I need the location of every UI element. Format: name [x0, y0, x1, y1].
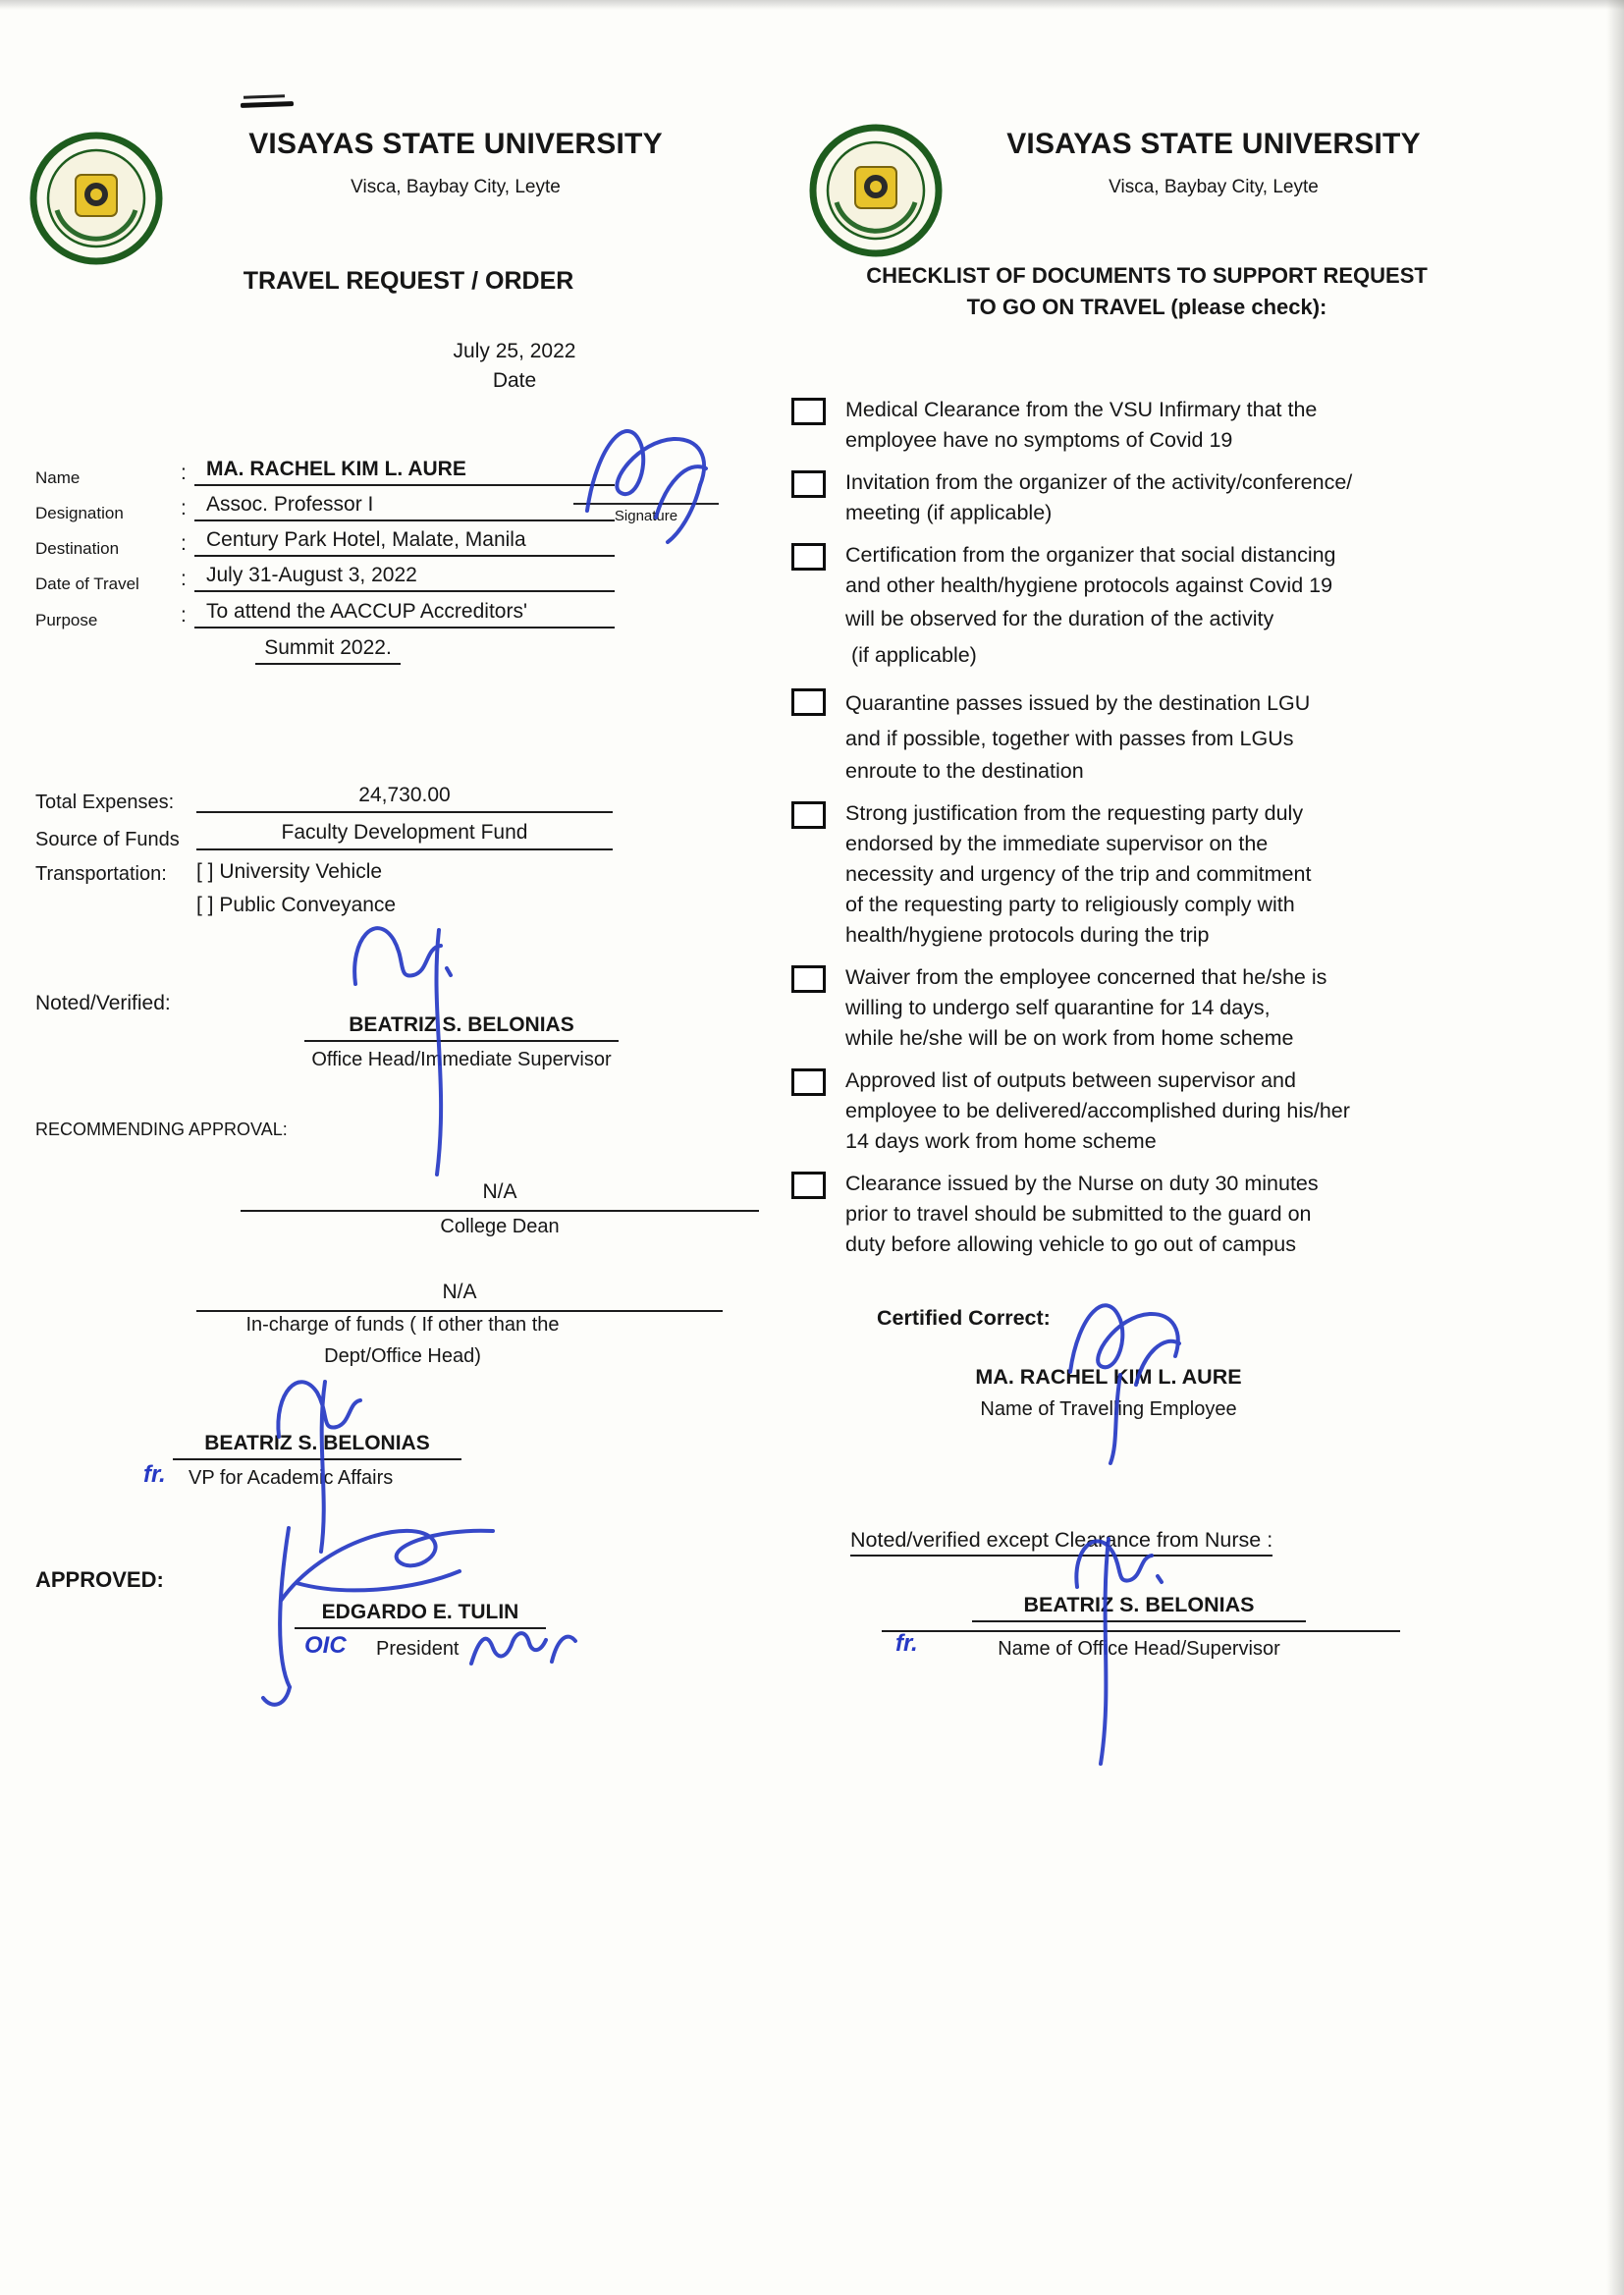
checklist-title-line2: TO GO ON TRAVEL (please check):: [966, 295, 1327, 319]
checklist-text: meeting (if applicable): [845, 501, 1053, 524]
handwritten-oic-note: OIC: [304, 1632, 347, 1659]
checklist-text: Waiver from the employee concerned that he/she is: [845, 965, 1327, 989]
checklist-item-quarantine-passes: [791, 685, 1508, 787]
checklist-text: 14 days work from home scheme: [845, 1129, 1157, 1153]
checklist-text: endorsed by the immediate supervisor on the: [845, 832, 1269, 855]
date-value: July 25, 2022: [453, 340, 576, 362]
form-title: TRAVEL REQUEST / ORDER: [243, 267, 574, 295]
checklist-text: Quarantine passes issued by the destination LGU: [845, 691, 1311, 715]
colon: :: [181, 532, 187, 555]
office-head-caption: Name of Office Head/Supervisor: [998, 1638, 1280, 1660]
checklist-text: employee have no symptoms of Covid 19: [845, 428, 1233, 452]
checklist-item-medical-clearance: [791, 395, 1508, 456]
checklist-text: employee to be delivered/accomplished during his/her: [845, 1099, 1350, 1122]
signature-employee-top: [587, 431, 706, 542]
scan-artifact-mark: [241, 101, 294, 108]
source-of-funds-label: Source of Funds: [35, 829, 180, 850]
checklist-text: duty before allowing vehicle to go out of campus: [845, 1232, 1296, 1256]
checkbox-unchecked-icon: [791, 801, 826, 829]
approved-label: APPROVED:: [35, 1567, 164, 1592]
certified-correct-label: Certified Correct:: [877, 1306, 1051, 1330]
checkbox-unchecked-icon: [791, 1068, 826, 1096]
checklist-text: Certification from the organizer that social distancing: [845, 543, 1336, 567]
field-label-purpose: Purpose: [35, 611, 98, 629]
university-name: VISAYAS STATE UNIVERSITY: [248, 128, 663, 160]
checklist-item-invitation: [791, 467, 1508, 528]
checklist-text: Approved list of outputs between supervisor and: [845, 1068, 1296, 1092]
vp-title: VP for Academic Affairs: [189, 1467, 394, 1489]
university-address: Visca, Baybay City, Leyte: [1109, 177, 1319, 197]
checklist-text: (if applicable): [845, 643, 977, 667]
vsu-seal-logo: [807, 122, 945, 259]
checkbox-unchecked-icon: [791, 688, 826, 716]
checklist-item-nurse-clearance: [791, 1169, 1508, 1260]
scan-edge-shadow-top: [0, 0, 1624, 10]
signature-caption: Signature: [614, 508, 678, 524]
checklist-text: enroute to the destination: [845, 759, 1084, 783]
field-value-destination: Century Park Hotel, Malate, Manila: [194, 528, 615, 557]
president-name: EDGARDO E. TULIN: [295, 1601, 546, 1629]
office-head-name: BEATRIZ S. BELONIAS: [972, 1593, 1306, 1622]
field-label-date-of-travel: Date of Travel: [35, 574, 139, 593]
travelling-employee-caption: Name of Travelling Employee: [980, 1398, 1237, 1420]
checklist-text: Clearance issued by the Nurse on duty 30 minutes: [845, 1172, 1319, 1195]
checklist-text: necessity and urgency of the trip and commitment: [845, 862, 1312, 886]
checkbox-unchecked-icon: [791, 965, 826, 993]
checklist: [791, 395, 1508, 1272]
noted-verified-except-label: Noted/verified except Clearance from Nurse :: [850, 1528, 1272, 1557]
field-label-designation: Designation: [35, 504, 124, 522]
checklist-text: Medical Clearance from the VSU Infirmary that the: [845, 398, 1318, 421]
source-of-funds-value: Faculty Development Fund: [196, 821, 613, 850]
field-value-purpose: To attend the AACCUP Accreditors': [194, 600, 615, 628]
scan-edge-shadow-right: [1606, 0, 1624, 2295]
transportation-label: Transportation:: [35, 863, 167, 885]
vsu-seal-logo: [27, 130, 165, 267]
travelling-employee-name: MA. RACHEL KIM L. AURE: [975, 1365, 1242, 1389]
checkbox-unchecked-icon: [791, 1172, 826, 1199]
checklist-item-strong-justification: [791, 798, 1508, 951]
noted-verified-title: Office Head/Immediate Supervisor: [311, 1049, 612, 1070]
checklist-text: while he/she will be on work from home scheme: [845, 1026, 1294, 1050]
field-value-designation: Assoc. Professor I: [194, 493, 615, 521]
scan-artifact-mark: [244, 94, 285, 98]
transportation-option-university-vehicle: [ ] University Vehicle: [196, 860, 383, 883]
date-label: Date: [492, 369, 537, 392]
checklist-text: willing to undergo self quarantine for 14 days,: [845, 996, 1271, 1019]
colon: :: [181, 568, 187, 590]
total-expenses-label: Total Expenses:: [35, 792, 175, 813]
field-value-purpose-line2: Summit 2022.: [255, 636, 401, 665]
checklist-item-certification: [791, 540, 1508, 674]
president-title: President: [376, 1638, 460, 1660]
noted-verified-name: BEATRIZ S. BELONIAS: [304, 1013, 619, 1042]
handwritten-fr-note: fr.: [143, 1461, 166, 1488]
checklist-text: Invitation from the organizer of the activity/conference/: [845, 470, 1353, 494]
checklist-text: health/hygiene protocols during the trip: [845, 923, 1210, 947]
incharge-funds-title-line1: In-charge of funds ( If other than the: [245, 1314, 560, 1336]
checkbox-unchecked-icon: [791, 470, 826, 498]
checklist-text: Strong justification from the requesting party duly: [845, 801, 1304, 825]
colon: :: [181, 604, 187, 627]
office-head-signature-line: [882, 1630, 1400, 1632]
total-expenses-value: 24,730.00: [196, 784, 613, 813]
checklist-item-approved-outputs: [791, 1066, 1508, 1157]
field-label-destination: Destination: [35, 539, 120, 558]
checkbox-unchecked-icon: [791, 398, 826, 425]
university-address: Visca, Baybay City, Leyte: [351, 177, 561, 197]
incharge-funds-title-line2: Dept/Office Head): [324, 1345, 481, 1367]
university-name: VISAYAS STATE UNIVERSITY: [1006, 128, 1421, 160]
checklist-text: and if possible, together with passes from LGUs: [845, 727, 1294, 750]
checklist-title-line1: CHECKLIST OF DOCUMENTS TO SUPPORT REQUEST: [866, 263, 1428, 288]
checklist-item-waiver: [791, 962, 1508, 1054]
checklist-text: will be observed for the duration of the activity: [845, 607, 1274, 630]
college-dean-title: College Dean: [440, 1216, 560, 1237]
noted-verified-label: Noted/Verified:: [35, 992, 171, 1014]
transportation-option-public-conveyance: [ ] Public Conveyance: [196, 894, 397, 916]
incharge-funds-na: N/A: [196, 1281, 723, 1312]
checkbox-unchecked-icon: [791, 543, 826, 571]
handwritten-fr-note: fr.: [895, 1630, 918, 1657]
vp-name: BEATRIZ S. BELONIAS: [173, 1432, 461, 1460]
field-value-date-of-travel: July 31-August 3, 2022: [194, 564, 615, 592]
colon: :: [181, 497, 187, 519]
signature-line: [573, 503, 719, 505]
field-label-name: Name: [35, 468, 81, 487]
field-value-name: MA. RACHEL KIM L. AURE: [194, 458, 615, 486]
checklist-text: and other health/hygiene protocols against Covid 19: [845, 574, 1333, 597]
colon: :: [181, 462, 187, 484]
college-dean-na: N/A: [241, 1180, 759, 1212]
checklist-text: of the requesting party to religiously comply with: [845, 893, 1295, 916]
recommending-approval-label: RECOMMENDING APPROVAL:: [35, 1120, 288, 1139]
checklist-text: prior to travel should be submitted to the guard on: [845, 1202, 1312, 1226]
